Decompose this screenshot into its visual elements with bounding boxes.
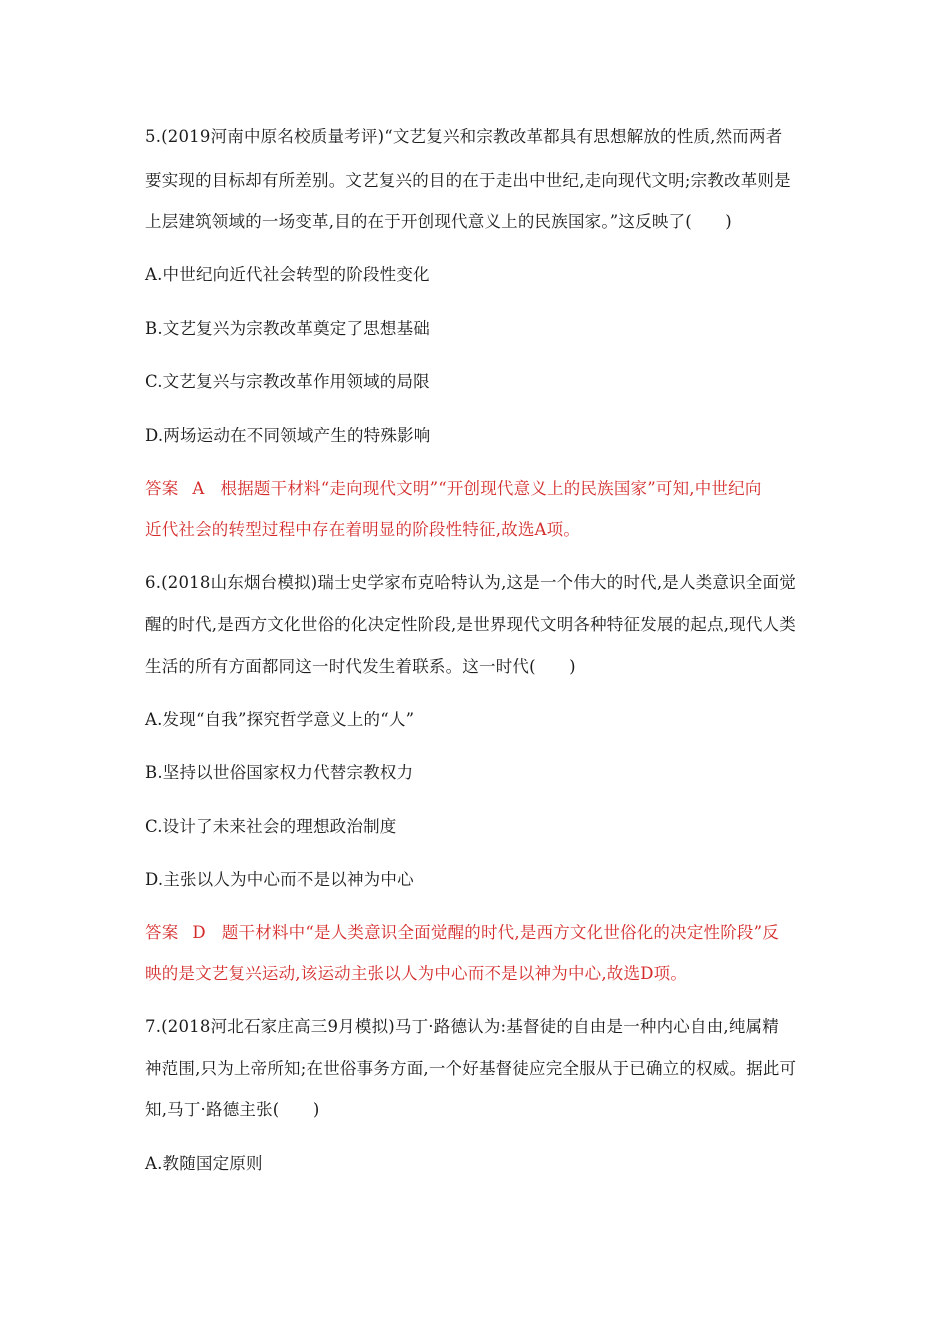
question-5-option-a: A.中世纪向近代社会转型的阶段性变化 bbox=[145, 265, 430, 284]
question-7-stem-line-2: 神范围,只为上帝所知;在世俗事务方面,一个好基督徒应完全服从于已确立的权威。据此可 bbox=[145, 1059, 797, 1078]
question-6-option-c: C.设计了未来社会的理想政治制度 bbox=[145, 817, 397, 836]
answer-label: 答案 bbox=[145, 923, 179, 942]
question-6-answer-line-1 bbox=[145, 921, 779, 945]
question-6-answer-line-2: 映的是文艺复兴运动,该运动主张以人为中心而不是以神为中心,故选D项。 bbox=[145, 964, 688, 983]
question-5-answer-line-2: 近代社会的转型过程中存在着明显的阶段性特征,故选A项。 bbox=[145, 520, 581, 539]
answer-explanation: 题干材料中“是人类意识全面觉醒的时代,是西方文化世俗化的决定性阶段”反 bbox=[221, 923, 779, 942]
question-6-stem-line-3: 生活的所有方面都同这一时代发生着联系。这一时代( ) bbox=[145, 657, 576, 676]
question-5-option-b: B.文艺复兴为宗教改革奠定了思想基础 bbox=[145, 319, 430, 338]
question-5-answer-line-1 bbox=[145, 477, 762, 501]
question-6-option-a: A.发现“自我”探究哲学意义上的“人” bbox=[145, 710, 415, 729]
question-5-option-c: C.文艺复兴与宗教改革作用领域的局限 bbox=[145, 372, 430, 391]
question-7-stem-line-3: 知,马丁·路德主张( ) bbox=[145, 1100, 320, 1119]
question-7-option-a: A.教随国定原则 bbox=[145, 1154, 263, 1173]
question-6-stem-line-2: 醒的时代,是西方文化世俗的化决定性阶段,是世界现代文明各种特征发展的起点,现代人类 bbox=[145, 615, 796, 634]
question-5-stem-line-2: 要实现的目标却有所差别。文艺复兴的目的在于走出中世纪,走向现代文明;宗教改革则是 bbox=[145, 171, 791, 190]
answer-key: A bbox=[192, 479, 205, 498]
question-5-option-d: D.两场运动在不同领域产生的特殊影响 bbox=[145, 426, 431, 445]
question-5-stem-line-1: 5.(2019河南中原名校质量考评)“文艺复兴和宗教改革都具有思想解放的性质,然而两者 bbox=[145, 127, 783, 146]
answer-key: D bbox=[192, 923, 206, 942]
question-5-stem-line-3: 上层建筑领域的一场变革,目的在于开创现代意义上的民族国家。”这反映了( ) bbox=[145, 212, 732, 231]
question-7-stem-line-1: 7.(2018河北石家庄高三9月模拟)马丁·路德认为:基督徒的自由是一种内心自由,纯属精 bbox=[145, 1017, 779, 1036]
question-6-option-b: B.坚持以世俗国家权力代替宗教权力 bbox=[145, 763, 414, 782]
answer-explanation: 根据题干材料“走向现代文明”“开创现代意义上的民族国家”可知,中世纪向 bbox=[220, 479, 762, 498]
question-6-option-d: D.主张以人为中心而不是以神为中心 bbox=[145, 870, 414, 889]
answer-label: 答案 bbox=[145, 479, 179, 498]
question-6-stem-line-1: 6.(2018山东烟台模拟)瑞士史学家布克哈特认为,这是一个伟大的时代,是人类意识全面觉 bbox=[145, 573, 796, 592]
